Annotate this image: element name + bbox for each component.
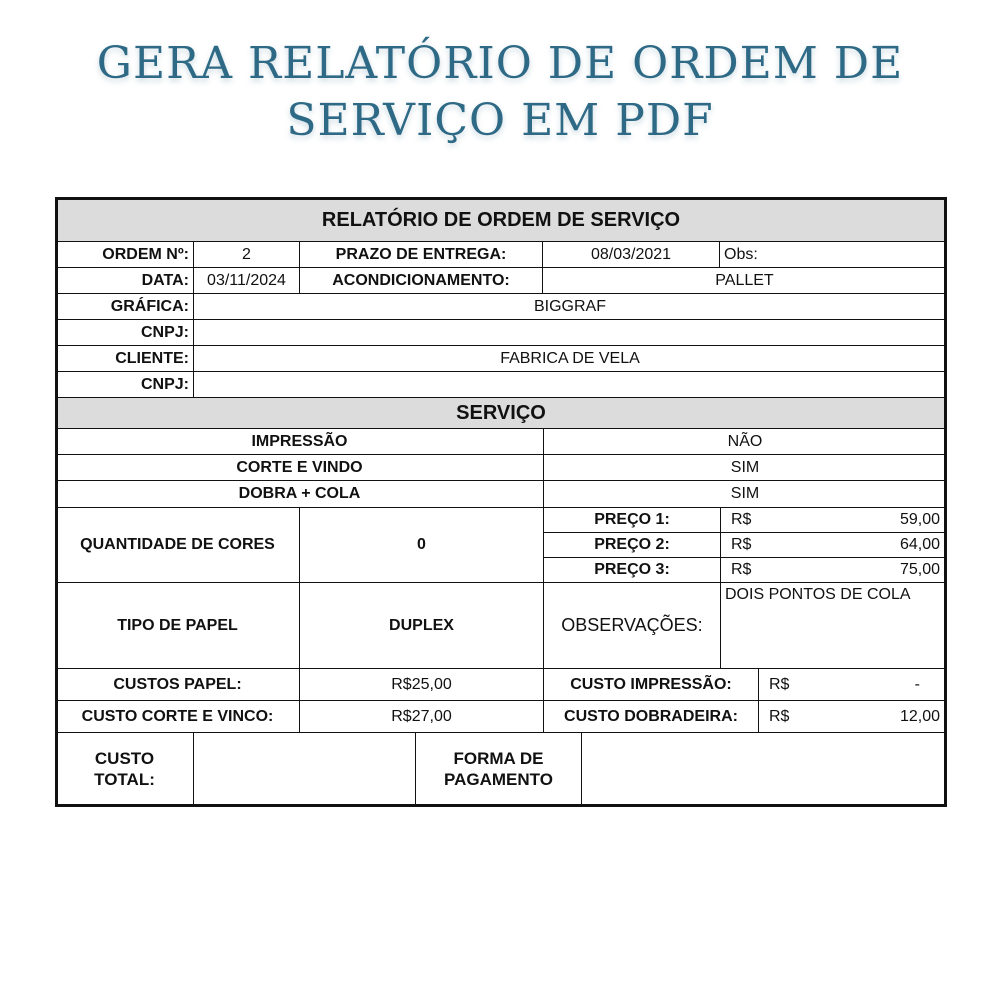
acondicionamento-label: ACONDICIONAMENTO: — [299, 267, 543, 294]
grafica-cnpj-value[interactable] — [193, 319, 947, 346]
form-title: RELATÓRIO DE ORDEM DE SERVIÇO — [55, 197, 947, 242]
preco-2-currency: R$ — [731, 536, 752, 554]
custo-total-value[interactable] — [193, 732, 416, 807]
service-value-dobra[interactable]: SIM — [543, 480, 947, 508]
observacoes-value[interactable]: DOIS PONTOS DE COLA — [720, 582, 947, 669]
custo-impressao-label: CUSTO IMPRESSÃO: — [543, 668, 759, 701]
data-value[interactable]: 03/11/2024 — [193, 267, 300, 294]
tipo-papel-value[interactable]: DUPLEX — [299, 582, 544, 669]
observacoes-label: OBSERVAÇÕES: — [543, 582, 721, 669]
grafica-value[interactable]: BIGGRAF — [193, 293, 947, 320]
obs-label: Obs: — [724, 245, 758, 263]
quantidade-cores-value[interactable]: 0 — [299, 507, 544, 583]
service-value-impressao[interactable]: NÃO — [543, 428, 947, 455]
custo-dobradeira-label: CUSTO DOBRADEIRA: — [543, 700, 759, 733]
preco-1-value[interactable] — [720, 507, 947, 533]
preco-3-currency: R$ — [731, 561, 752, 579]
grafica-label: GRÁFICA: — [55, 293, 194, 320]
cliente-cnpj-value[interactable] — [193, 371, 947, 398]
custo-impressao-currency: R$ — [769, 675, 790, 693]
custo-total-label: CUSTO TOTAL: — [55, 732, 194, 807]
custos-papel-label: CUSTOS PAPEL: — [55, 668, 300, 701]
preco-1-currency: R$ — [731, 511, 752, 529]
prazo-label: PRAZO DE ENTREGA: — [299, 241, 543, 268]
service-label-dobra: DOBRA + COLA — [55, 480, 544, 508]
data-label: DATA: — [55, 267, 194, 294]
obs-field[interactable] — [719, 241, 947, 268]
service-value-corte[interactable]: SIM — [543, 454, 947, 481]
preco-1-label: PREÇO 1: — [543, 507, 721, 533]
custo-dobradeira-value[interactable] — [758, 700, 947, 733]
preco-3-amount: 75,00 — [899, 561, 940, 579]
preco-1-amount: 59,00 — [899, 511, 940, 529]
forma-pagamento-value[interactable] — [581, 732, 947, 807]
service-order-form — [55, 197, 947, 807]
custo-corte-vinco-value[interactable]: R$27,00 — [299, 700, 544, 733]
custo-impressao-amount: - — [914, 675, 920, 693]
cliente-label: CLIENTE: — [55, 345, 194, 372]
cliente-value[interactable]: FABRICA DE VELA — [193, 345, 947, 372]
custo-dobradeira-amount: 12,00 — [899, 707, 940, 725]
preco-2-value[interactable] — [720, 532, 947, 558]
servico-title: SERVIÇO — [55, 397, 947, 429]
preco-2-amount: 64,00 — [899, 536, 940, 554]
ordem-label: ORDEM Nº: — [55, 241, 194, 268]
quantidade-cores-label: QUANTIDADE DE CORES — [55, 507, 300, 583]
acondicionamento-value[interactable]: PALLET — [542, 267, 947, 294]
ordem-value[interactable]: 2 — [193, 241, 300, 268]
tipo-papel-label: TIPO DE PAPEL — [55, 582, 300, 669]
cliente-cnpj-label: CNPJ: — [55, 371, 194, 398]
preco-3-label: PREÇO 3: — [543, 557, 721, 583]
service-label-impressao: IMPRESSÃO — [55, 428, 544, 455]
custo-dobradeira-currency: R$ — [769, 707, 790, 725]
service-label-corte: CORTE E VINDO — [55, 454, 544, 481]
forma-pagamento-label: FORMA DE PAGAMENTO — [415, 732, 582, 807]
preco-2-label: PREÇO 2: — [543, 532, 721, 558]
custo-impressao-value[interactable] — [758, 668, 947, 701]
prazo-value[interactable]: 08/03/2021 — [542, 241, 720, 268]
preco-3-value[interactable] — [720, 557, 947, 583]
custo-corte-vinco-label: CUSTO CORTE E VINCO: — [55, 700, 300, 733]
custos-papel-value[interactable]: R$25,00 — [299, 668, 544, 701]
headline-line-2: SERVIÇO EM PDF — [286, 95, 714, 146]
grafica-cnpj-label: CNPJ: — [55, 319, 194, 346]
headline-line-1: GERA RELATÓRIO DE ORDEM DE — [96, 38, 904, 89]
